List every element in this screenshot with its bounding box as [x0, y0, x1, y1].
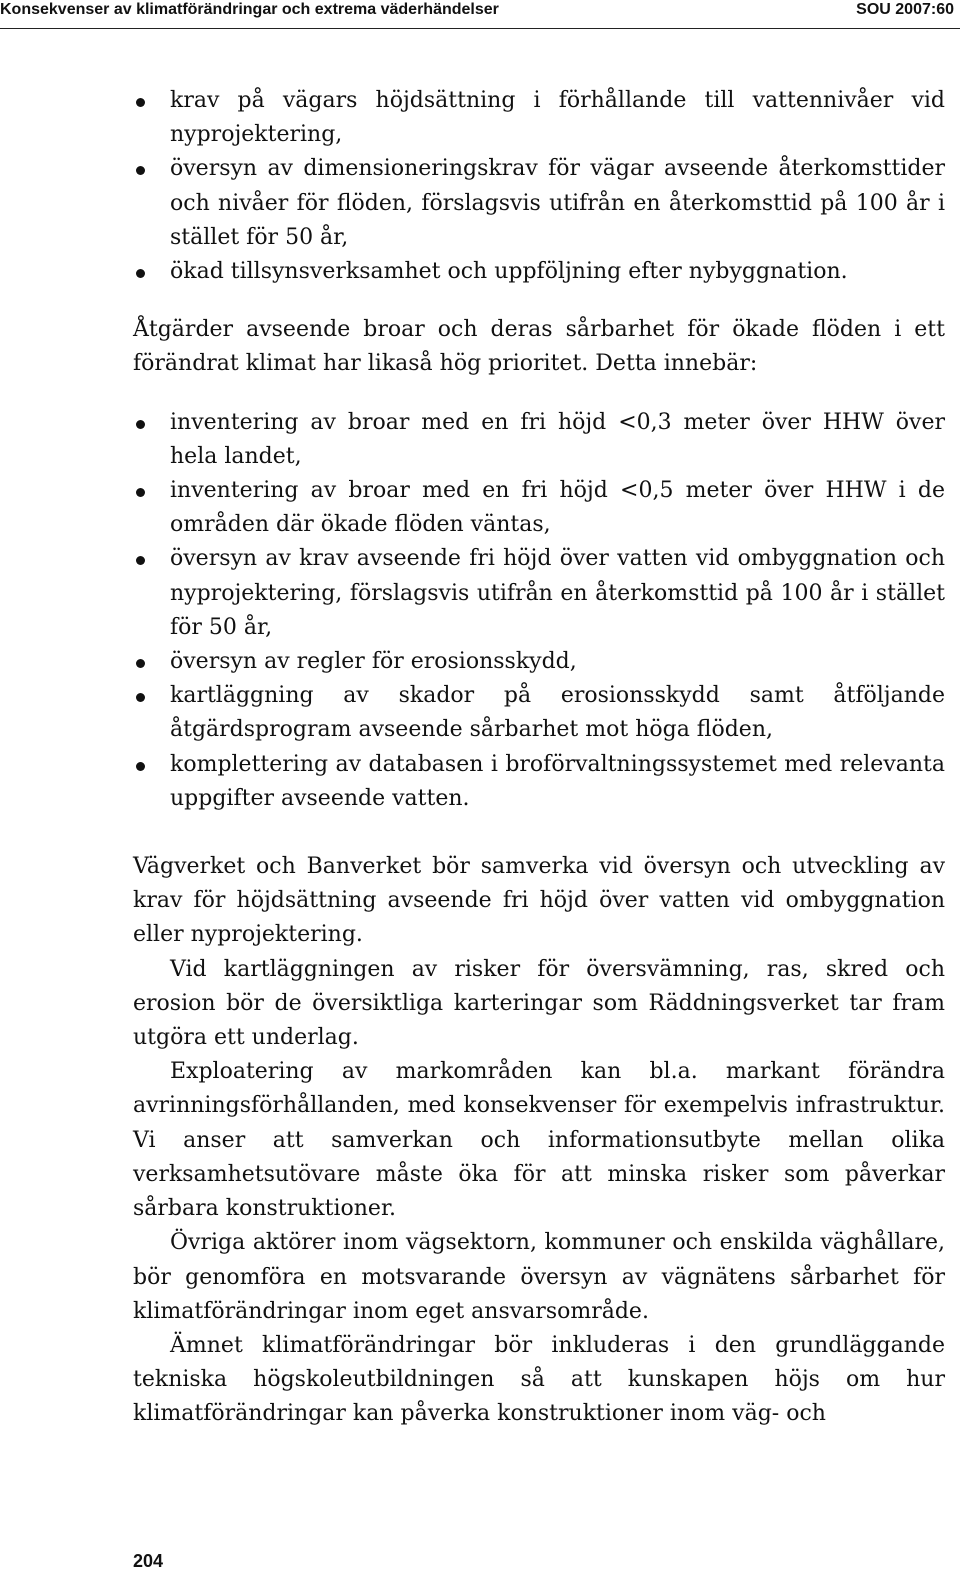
- bullet-icon: [136, 693, 145, 702]
- bullet-icon: [136, 98, 145, 107]
- list-item: krav på vägars höjdsättning i förhållande till vattennivåer vid nyprojektering,: [133, 84, 945, 152]
- bridge-measures-list: [133, 406, 945, 816]
- list-item: ökad tillsynsverksamhet och uppföljning efter nybyggnation.: [133, 255, 945, 289]
- list-item: översyn av dimensioneringskrav för vägar avseende återkomsttider och nivåer för flöden, förslagsvis utifrån en återkomsttid på 100 år i stället för 50 år,: [133, 152, 945, 255]
- header-title: Konsekvenser av klimatförändringar och extrema väderhändelser: [0, 1, 499, 18]
- bullet-icon: [136, 420, 145, 429]
- bullet-icon: [136, 659, 145, 668]
- list-item: kartläggning av skador på erosionsskydd samt åtföljande åtgärdsprogram avseende sårbarhet mot höga flöden,: [133, 679, 945, 747]
- bullet-icon: [136, 269, 145, 278]
- bullet-icon: [136, 556, 145, 565]
- header-report-number: SOU 2007:60: [856, 1, 954, 18]
- body-paragraph: Övriga aktörer inom vägsektorn, kommuner och enskilda väghållare, bör genomföra en motsvarande översyn av vägnätens sårbarhet för klimatförändringar inom eget ansvarsområde.: [133, 1230, 945, 1324]
- road-measures-list: [133, 84, 945, 289]
- bridge-measures-paragraph: Åtgärder avseende broar och deras sårbarhet för ökade flöden i ett förändrat klimat har likaså hög prioritet. Detta innebär:: [133, 317, 945, 377]
- body-paragraph: Ämnet klimatförändringar bör inkluderas i den grundläggande tekniska högskoleutbildningen så att kunskapen höjs om hur klimatförändringar kan påverka konstruktioner inom väg- och: [133, 1332, 945, 1427]
- bullet-icon: [136, 166, 145, 175]
- list-item: översyn av regler för erosionsskydd,: [133, 645, 945, 679]
- list-item: inventering av broar med en fri höjd <0,5 meter över HHW i de områden där ökade flöden väntas,: [133, 474, 945, 542]
- list-item: komplettering av databasen i broförvaltningssystemet med relevanta uppgifter avseende vatten.: [133, 748, 945, 816]
- bullet-icon: [136, 488, 145, 497]
- running-header: [0, 0, 960, 29]
- page-body: [133, 84, 945, 1432]
- body-paragraph: Exploatering av markområden kan bl.a. markant förändra avrinningsförhållanden, med konsekvenser för exempelvis infrastruktur. Vi anser att samverkan och informationsutbyte mellan olika verksamhetsutövare måste öka för att minska risker som påverkar sårbara konstruktioner.: [133, 1059, 945, 1222]
- list-item: inventering av broar med en fri höjd <0,3 meter över HHW över hela landet,: [133, 406, 945, 474]
- body-paragraph: Vid kartläggningen av risker för översvämning, ras, skred och erosion bör de översiktliga karteringar som Räddningsverket tar fram utgöra ett underlag.: [133, 956, 945, 1051]
- body-paragraph: Vägverket och Banverket bör samverka vid översyn och utveckling av krav för höjdsättning avseende fri höjd över vatten vid ombyggnation eller nyprojektering.: [133, 854, 945, 948]
- list-item: översyn av krav avseende fri höjd över vatten vid ombyggnation och nyprojektering, förslagsvis utifrån en återkomsttid på 100 år i stället för 50 år,: [133, 542, 945, 645]
- bullet-icon: [136, 762, 145, 771]
- page-number: 204: [133, 1551, 164, 1571]
